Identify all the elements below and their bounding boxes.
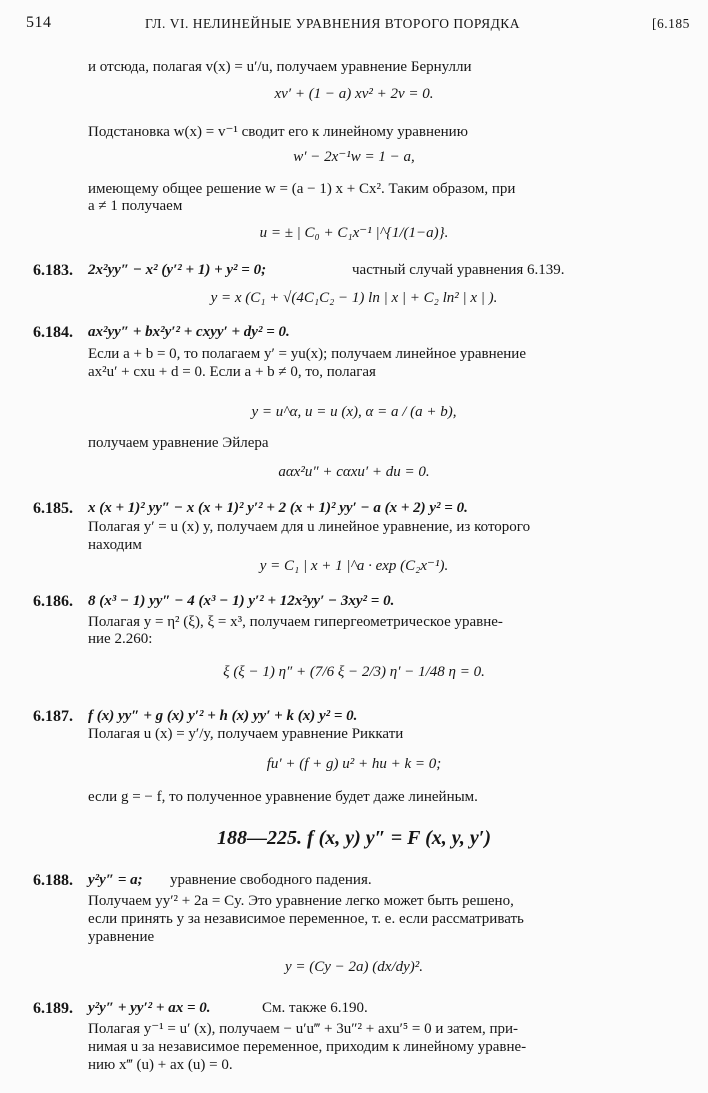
text-line: если g = − f, то полученное уравнение будет даже линейным. bbox=[88, 789, 478, 805]
equation-comment: См. также 6.190. bbox=[262, 1000, 368, 1016]
text-line: ние 2.260: bbox=[88, 631, 153, 647]
general-solution: u = ± | C₀ + C₁x⁻¹ |^{1/(1−a)}. bbox=[259, 225, 449, 241]
text-line: получаем уравнение Эйлера bbox=[88, 435, 269, 451]
section-heading: 188—225. f (x, y) y″ = F (x, y, y′) bbox=[216, 827, 492, 849]
equation-number: 6.184. bbox=[33, 324, 73, 341]
linear-equation: w′ − 2x⁻¹w = 1 − a, bbox=[293, 149, 415, 165]
solution-formula: y = C₁ | x + 1 |^a · exp (C₂x⁻¹). bbox=[259, 558, 449, 574]
equation-number: 6.185. bbox=[33, 500, 73, 517]
text-line: находим bbox=[88, 537, 142, 553]
text-line: Полагая y′ = u (x) y, получаем для u линейное уравнение, из которого bbox=[88, 519, 531, 535]
equation-number: 6.188. bbox=[33, 872, 73, 889]
equation-statement: f (x) yy″ + g (x) y′² + h (x) yy′ + k (x) y² = 0. bbox=[88, 708, 358, 724]
page-number: 514 bbox=[26, 14, 52, 31]
equation-statement: y²y″ + yy′² + ax = 0. bbox=[88, 1000, 211, 1016]
text-line: Полагая u (x) = y′/y, получаем уравнение Риккати bbox=[88, 726, 404, 742]
text-line: нимая u за независимое переменное, приходим к линейному уравне- bbox=[88, 1039, 527, 1055]
substitution-formula: y = u^α, u = u (x), α = a / (a + b), bbox=[251, 404, 457, 420]
bernoulli-equation: xv′ + (1 − a) xv² + 2v = 0. bbox=[274, 86, 434, 102]
euler-equation: aαx²u″ + cαxu′ + du = 0. bbox=[278, 464, 430, 480]
text-line: нию x‴ (u) + ax (u) = 0. bbox=[88, 1057, 233, 1073]
equation-number: 6.186. bbox=[33, 593, 73, 610]
solution-formula: y = x (C₁ + √(4C₁C₂ − 1) ln | x | + C₂ ln² | x | ). bbox=[210, 290, 498, 306]
equation-statement: y²y″ = a; bbox=[88, 872, 143, 888]
equation-statement: 2x²yy″ − x² (y′² + 1) + y² = 0; bbox=[88, 262, 267, 278]
equation-number: 6.183. bbox=[33, 262, 73, 279]
intro-line-1: и отсюда, полагая v(x) = u′/u, получаем уравнение Бернулли bbox=[88, 59, 472, 75]
text-line: Полагая y⁻¹ = u′ (x), получаем − u′u‴ + 3u″² + axu′⁵ = 0 и затем, при- bbox=[88, 1021, 519, 1037]
text-line: Полагая y = η² (ξ), ξ = x³, получаем гипергеометрическое уравне- bbox=[88, 614, 503, 630]
hypergeometric-equation: ξ (ξ − 1) η″ + (7/6 ξ − 2/3) η′ − 1/48 η = 0. bbox=[223, 664, 485, 680]
text-line: Получаем yy′² + 2a = Cy. Это уравнение легко может быть решено, bbox=[88, 893, 514, 909]
free-fall-solution: y = (Cy − 2a) (dx/dy)². bbox=[284, 959, 424, 975]
riccati-equation: fu′ + (f + g) u² + hu + k = 0; bbox=[266, 756, 442, 772]
equation-comment: уравнение свободного падения. bbox=[170, 872, 372, 888]
equation-statement: x (x + 1)² yy″ − x (x + 1)² y′² + 2 (x + 1)² yy′ − a (x + 2) y² = 0. bbox=[88, 500, 468, 516]
text-line: если принять y за независимое переменное, т. е. если рассматривать bbox=[88, 911, 524, 927]
intro-line-2: Подстановка w(x) = v⁻¹ сводит его к линейному уравнению bbox=[88, 124, 468, 140]
intro-line-4: a ≠ 1 получаем bbox=[88, 198, 183, 214]
equation-number: 6.187. bbox=[33, 708, 73, 725]
text-line: уравнение bbox=[88, 929, 155, 945]
intro-line-3: имеющему общее решение w = (a − 1) x + Cx². Таким образом, при bbox=[88, 181, 516, 197]
equation-number: 6.189. bbox=[33, 1000, 73, 1017]
section-reference: [6.185 bbox=[652, 16, 690, 31]
equation-comment: частный случай уравнения 6.139. bbox=[352, 262, 565, 278]
equation-statement: ax²yy″ + bx²y′² + cxyy′ + dy² = 0. bbox=[88, 324, 290, 340]
running-head: ГЛ. VI. НЕЛИНЕЙНЫЕ УРАВНЕНИЯ ВТОРОГО ПОРЯДКА bbox=[145, 16, 521, 31]
text-line: ax²u′ + cxu + d = 0. Если a + b ≠ 0, то, полагая bbox=[88, 364, 376, 380]
text-line: Если a + b = 0, то полагаем y′ = yu(x); получаем линейное уравнение bbox=[88, 346, 526, 362]
equation-statement: 8 (x³ − 1) yy″ − 4 (x³ − 1) y′² + 12x²yy′ − 3xy² = 0. bbox=[88, 593, 395, 609]
